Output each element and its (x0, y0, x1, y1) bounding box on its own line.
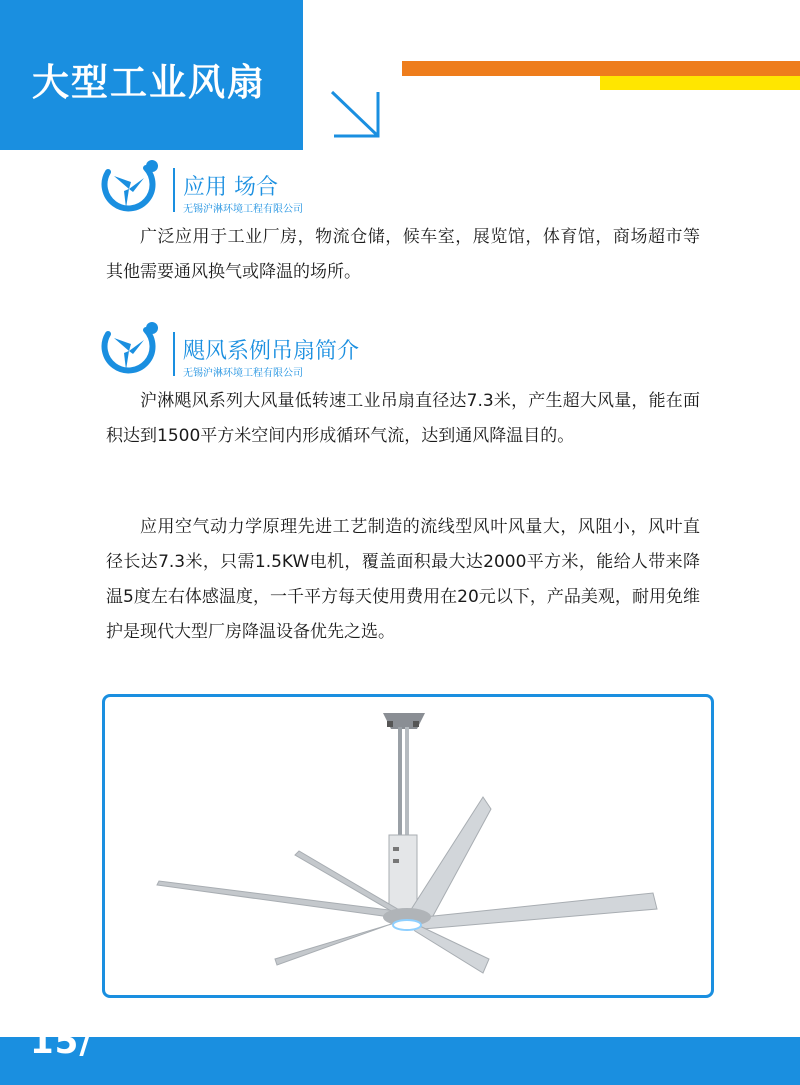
product-photo-frame (102, 694, 714, 998)
company-logo-icon (100, 156, 162, 218)
industrial-fan-image (105, 697, 711, 995)
section-title-application: 应用 场合 (183, 175, 278, 200)
page-number: 15/ (30, 1022, 93, 1062)
section-paragraph: 广泛应用于工业厂房，物流仓储，候车室，展览馆，体育馆，商场超市等其他需要通风换气或降温的场所。 (106, 227, 700, 282)
section-divider (173, 168, 175, 212)
section-company-name: 无锡沪淋环境工程有限公司 (183, 368, 303, 379)
section-paragraph: 应用空气动力学原理先进工艺制造的流线型风叶风量大，风阻小，风叶直径长达7.3米，只需1.5KW电机，覆盖面积最大达2000平方米，能给人带来降温5度左右体感温度，一千平方每天使用费用在20元以下，产品美观，耐用免维护是现代大型厂房降温设备优先之选。 (106, 517, 700, 642)
section-divider (173, 332, 175, 376)
section-paragraph: 沪淋飓风系列大风量低转速工业吊扇直径达7.3米，产生超大风量，能在面积达到1500平方米空间内形成循环气流，达到通风降温目的。 (106, 391, 700, 446)
section-title-introduction: 飓风系例吊扇简介 (183, 339, 360, 364)
company-logo-icon (100, 318, 162, 380)
yellow-accent-bar (600, 76, 800, 90)
orange-accent-bar (402, 61, 800, 76)
header-block (0, 0, 303, 150)
page-title: 大型工业风扇 (32, 61, 266, 104)
section-company-name: 无锡沪淋环境工程有限公司 (183, 204, 303, 215)
arrow-down-right-icon (330, 88, 382, 140)
footer-bar (0, 1037, 800, 1085)
